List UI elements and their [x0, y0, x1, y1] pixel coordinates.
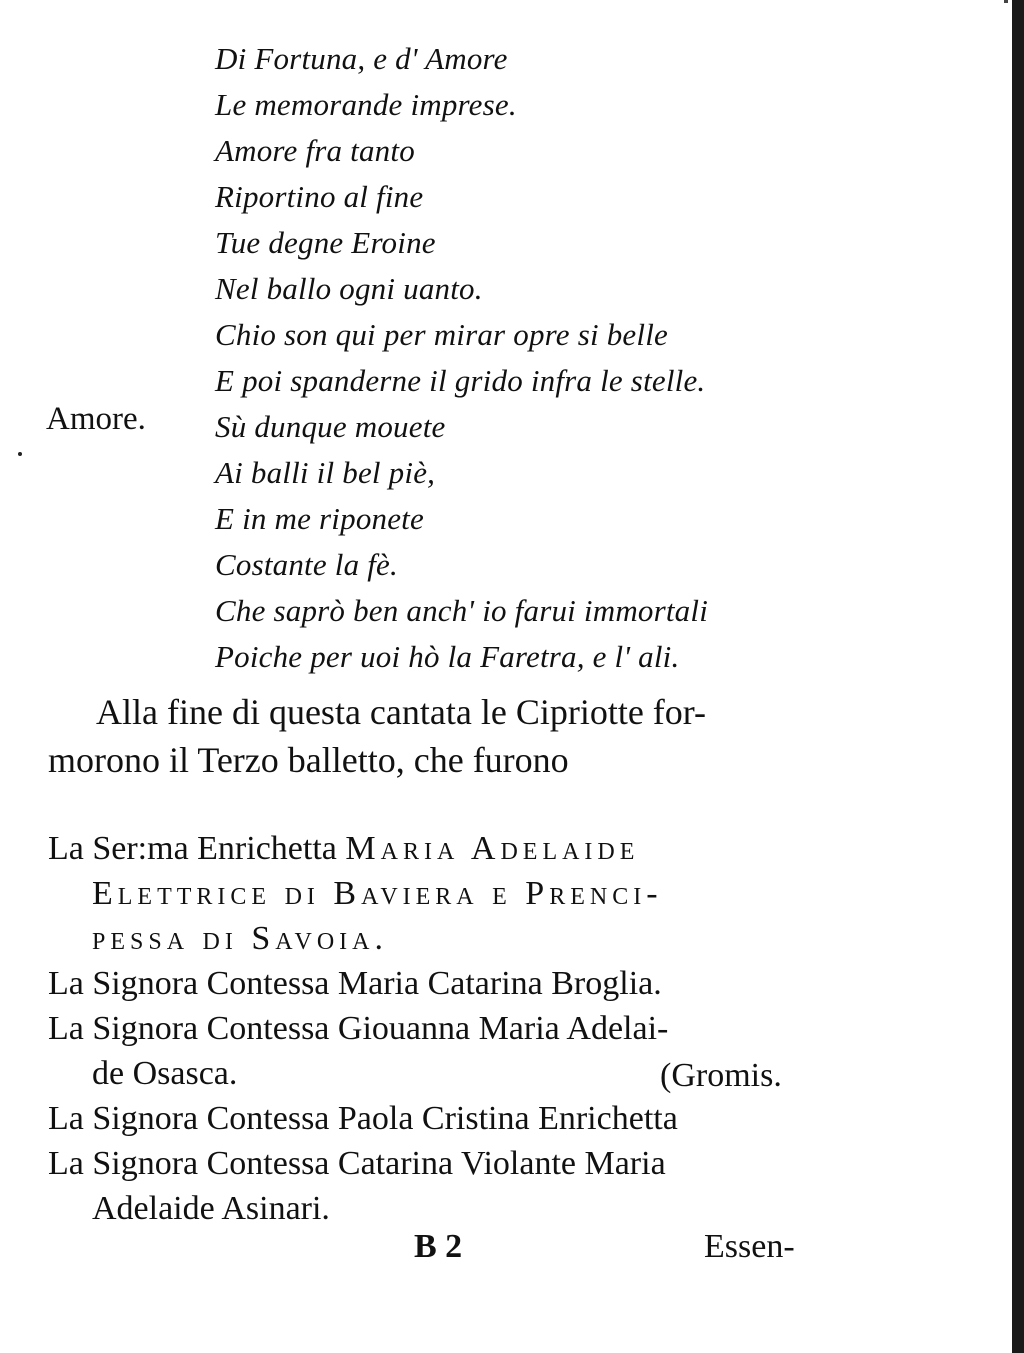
verse-block [215, 36, 708, 680]
dancers-list [48, 826, 848, 1231]
verse-line: E in me riponete [215, 501, 424, 536]
dancer-entry-continuation: pessa di Savoia. [92, 920, 388, 957]
verse-line: Costante la fè. [215, 547, 398, 582]
stray-ink-mark [18, 452, 22, 456]
catchword: Essen- [704, 1228, 795, 1265]
narration-line: morono il Terzo balletto, che furono [48, 740, 569, 780]
dancer-entry: La Signora Contessa Paola Cristina Enrichetta [48, 1100, 678, 1137]
dancer-name-caps: Maria Adelaide [345, 830, 640, 867]
verse-line: Amore fra tanto [215, 133, 415, 168]
scan-edge-shadow [1012, 0, 1024, 1353]
dancer-entry: La Signora Contessa Maria Catarina Broglia. [48, 965, 662, 1002]
verse-line: Che saprò ben anch' io farui immortali [215, 593, 709, 628]
narration-line: Alla fine di questa cantata le Cipriotte for- [96, 692, 707, 732]
dancer-entry-continuation: Elettrice di Baviera e Prenci- [92, 875, 663, 912]
verse-line: E poi spanderne il grido infra le stelle. [215, 363, 706, 398]
turnover-text: (Gromis. [660, 1057, 782, 1094]
scan-artifact [1004, 0, 1008, 3]
verse-line: Nel ballo ogni uanto. [215, 271, 483, 306]
dancer-entry: La Signora Contessa Giouanna Maria Adelai- [48, 1010, 669, 1047]
dancer-entry: La Signora Contessa Catarina Violante Maria [48, 1145, 666, 1182]
dancer-entry-continuation: de Osasca. [92, 1055, 238, 1092]
verse-line: Tue degne Eroine [215, 225, 436, 260]
verse-line: Sù dunque mouete [215, 409, 446, 444]
verse-line: Chio son qui per mirar opre si belle [215, 317, 668, 352]
dancer-entry-continuation: Adelaide Asinari. [92, 1190, 330, 1227]
speaker-label: Amore. [46, 401, 146, 437]
dancer-title: La Ser:ma Enrichetta [48, 830, 337, 867]
narration-paragraph [48, 688, 848, 784]
verse-line: Ai balli il bel piè, [215, 455, 436, 490]
dancer-entry [48, 826, 848, 871]
verse-line: Di Fortuna, e d' Amore [215, 41, 508, 76]
verse-line: Poiche per uoi hò la Faretra, e l' ali. [215, 639, 680, 674]
verse-line: Riportino al fine [215, 179, 424, 214]
signature-mark: B 2 [414, 1228, 463, 1265]
verse-line: Le memorande imprese. [215, 87, 517, 122]
